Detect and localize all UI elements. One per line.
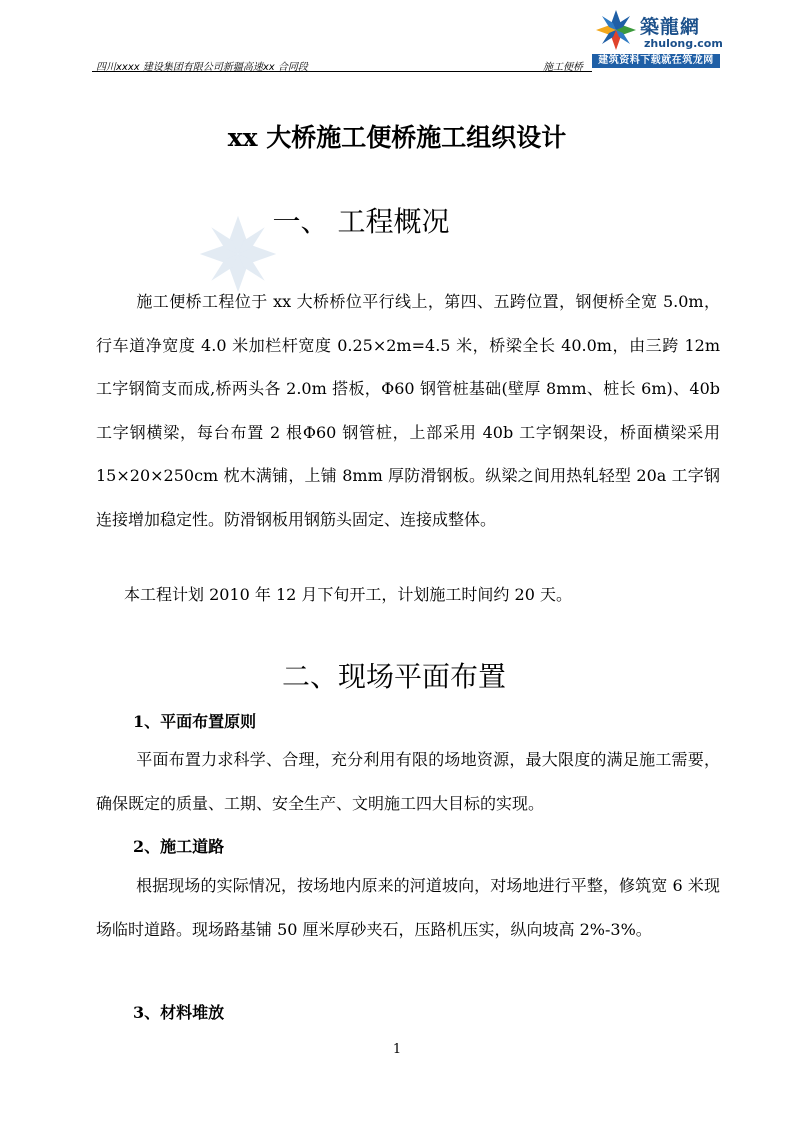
snowflake-logo-icon xyxy=(594,8,638,52)
header-right-text: 施工便桥 xyxy=(543,62,583,73)
page-number: 1 xyxy=(392,1042,402,1057)
paragraph-schedule xyxy=(96,573,720,617)
zhulong-logo xyxy=(592,6,723,69)
section-heading-2: 二、现场平面布置 xyxy=(281,660,506,693)
subheading-material-storage: 3、材料堆放 xyxy=(133,1003,225,1022)
paragraph-text: 施工便桥工程位于 xx 大桥桥位平行线上，第四、五跨位置，钢便桥全宽 5.0m，行车道净宽度 4.0 米加栏杆宽度 0.25×2m=4.5 米，桥梁全长 40.0m，由三跨 12m 工字钢简支而成,桥两头各 2.0m 搭板，Φ60 钢管桩基础(壁厚 8mm、桩长 6m)、40b 工字钢横梁，每台布置 2 根Φ60 钢管桩，上部采用 40b 工字钢架设，桥面横梁采用 15×20×250cm 枕木满铺，上铺 8mm 厚防滑钢板。纵梁之间用热轧轻型 20a 工字钢连接增加稳定性。防滑钢板用钢筋头固定、连接成整体。 xyxy=(96,292,720,529)
paragraph-text: 根据现场的实际情况，按场地内原来的河道坡向，对场地进行平整，修筑宽 6 米现场临时道路。现场路基铺 50 厘米厚砂夹石，压路机压实，纵向坡高 2%-3%。 xyxy=(96,876,720,939)
logo-slogan: 建筑资料下载就在筑龙网 xyxy=(592,54,720,68)
subheading-construction-road: 2、施工道路 xyxy=(133,837,225,856)
paragraph-text: 本工程计划 2010 年 12 月下旬开工，计划施工时间约 20 天。 xyxy=(124,585,572,604)
paragraph-project-overview xyxy=(96,280,720,541)
section-heading-1: 一、 工程概况 xyxy=(272,205,450,238)
logo-domain: zhulong.com xyxy=(644,37,723,50)
subheading-layout-principles: 1、平面布置原则 xyxy=(133,712,257,731)
header-left-text: 四川xxxx 建设集团有限公司新疆高速xx 合同段 xyxy=(96,62,308,73)
header-rule xyxy=(92,71,592,72)
paragraph-layout-principles xyxy=(96,738,720,825)
paragraph-construction-road xyxy=(96,864,720,951)
logo-name: 築龍網 xyxy=(640,16,701,38)
document-title: xx 大桥施工便桥施工组织设计 xyxy=(227,123,567,152)
paragraph-text: 平面布置力求科学、合理，充分利用有限的场地资源，最大限度的满足施工需要，确保既定的质量、工期、安全生产、文明施工四大目标的实现。 xyxy=(96,750,720,813)
